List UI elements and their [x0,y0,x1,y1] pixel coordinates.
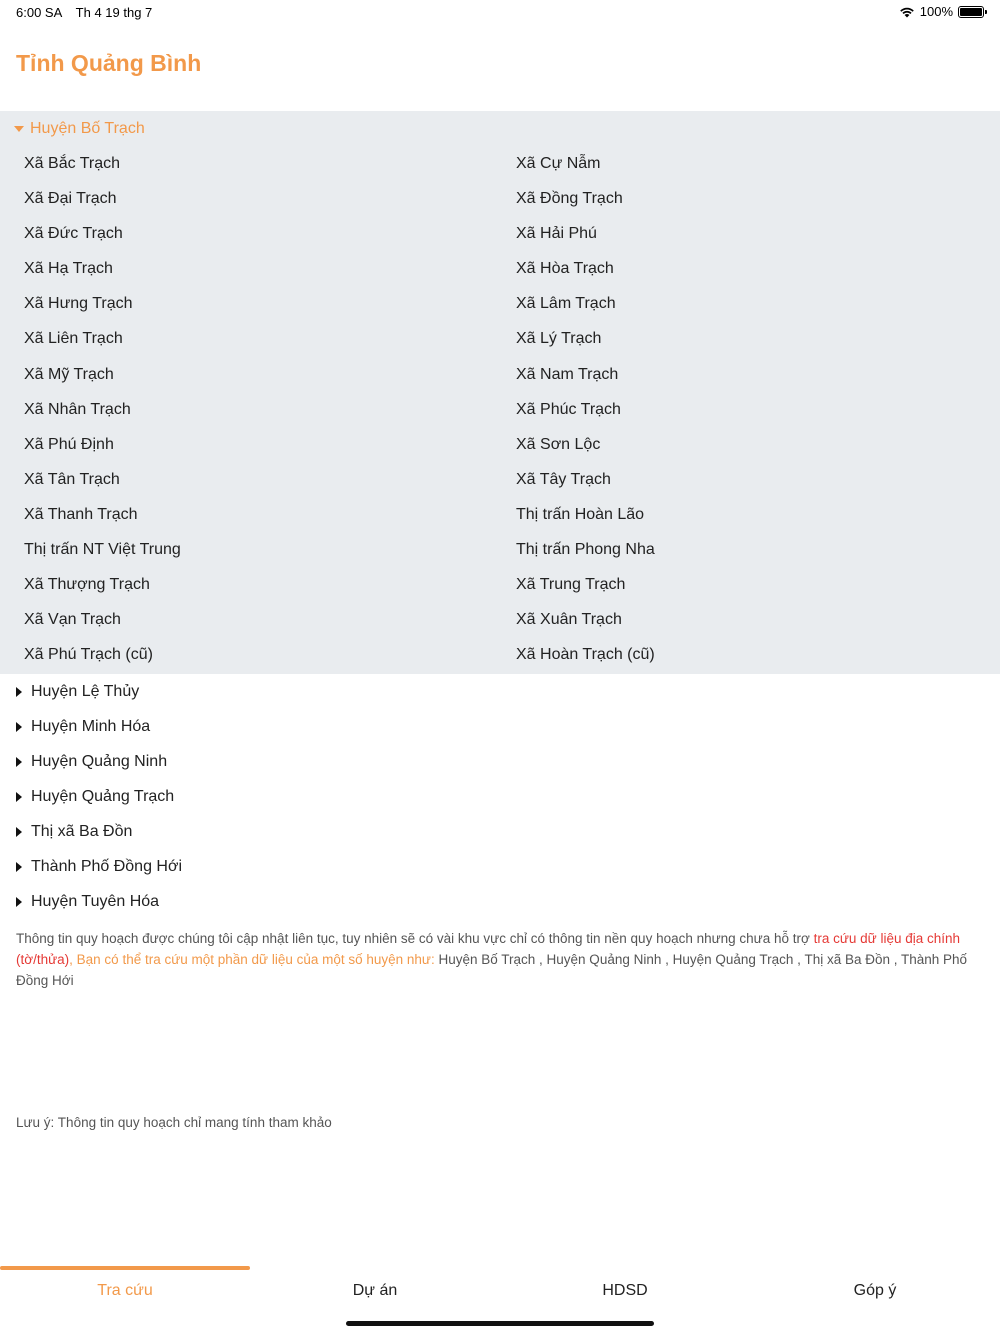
caret-right-icon [16,827,22,837]
commune-item[interactable]: Xã Hòa Trạch [516,260,614,278]
commune-item[interactable]: Xã Bắc Trạch [24,155,121,172]
caret-right-icon [16,792,22,802]
commune-item[interactable]: Xã Phú Trạch (cũ) [24,646,153,664]
tab-feedback[interactable]: Góp ý [853,1282,897,1299]
commune-item[interactable]: Xã Đồng Trạch [516,190,623,208]
district-header-collapsed[interactable] [0,744,1000,779]
info-text-part1: Thông tin quy hoạch được chúng tôi cập nhật liên tục, tuy nhiên sẽ có vài khu vực chỉ có thông tin nền quy hoạch nhưng chưa hỗ trợ [16,931,814,946]
commune-item[interactable]: Thị trấn NT Việt Trung [24,541,181,559]
commune-item[interactable]: Xã Thanh Trạch [24,505,138,523]
info-text-cadastral-link: tra cứu dữ liệu địa chính (tờ/thửa) [16,931,961,967]
expanded-district-panel [0,111,1000,674]
page-title: Tỉnh Quảng Bình [16,50,202,76]
district-header-collapsed[interactable] [0,884,1000,919]
caret-right-icon [16,757,22,767]
commune-item[interactable]: Xã Nam Trạch [516,365,619,383]
district-name: Huyện Lệ Thủy [31,682,140,700]
status-date: Th 4 19 thg 7 [75,5,153,20]
wifi-icon [899,6,915,18]
district-list [0,674,1000,919]
district-name: Huyện Quảng Ninh [31,752,168,770]
commune-item[interactable]: Xã Đại Trạch [24,190,117,208]
home-indicator [346,1321,654,1326]
commune-item[interactable]: Xã Đức Trạch [24,225,123,243]
district-header-collapsed[interactable] [0,709,1000,744]
commune-item[interactable]: Xã Sơn Lộc [516,435,601,453]
caret-down-icon [14,126,24,132]
commune-item[interactable]: Xã Tân Trạch [24,470,120,488]
commune-item[interactable]: Xã Mỹ Trạch [24,365,114,383]
info-text-district-list: Huyện Bố Trạch , Huyện Quảng Ninh , Huyện Quảng Trạch , Thị xã Ba Đồn , Thành Phố Đồng Hới [16,952,968,988]
commune-grid [0,146,1000,672]
commune-item[interactable]: Xã Nhân Trạch [24,400,131,418]
district-header-collapsed[interactable] [0,674,1000,709]
district-header-expanded[interactable] [0,111,1000,146]
status-left [16,5,162,20]
commune-item[interactable]: Xã Tây Trạch [516,470,611,488]
district-name: Huyện Minh Hóa [31,717,151,735]
commune-item[interactable]: Xã Trung Trạch [516,576,626,594]
district-name: Huyện Tuyên Hóa [31,892,160,910]
status-right [899,4,984,19]
commune-item[interactable]: Xã Hải Phú [516,225,597,243]
commune-item[interactable]: Thị trấn Hoàn Lão [516,505,645,523]
commune-item[interactable]: Xã Vạn Trạch [24,611,121,629]
district-header-collapsed[interactable] [0,849,1000,884]
tab-projects[interactable]: Dự án [352,1282,398,1299]
tab-lookup[interactable]: Tra cứu [0,1266,250,1316]
info-text [16,928,976,991]
note-text: Lưu ý: Thông tin quy hoạch chỉ mang tính tham khảo [16,1115,332,1130]
commune-item[interactable]: Xã Lâm Trạch [516,295,616,313]
caret-right-icon [16,722,22,732]
commune-item[interactable]: Xã Xuân Trạch [516,611,622,629]
commune-item[interactable]: Xã Liên Trạch [24,330,123,348]
tab-guide[interactable]: HDSD [602,1282,648,1299]
district-name: Huyện Bố Trạch [30,119,145,137]
district-name: Thị xã Ba Đồn [31,822,133,840]
tab-bar [0,1266,1000,1316]
caret-right-icon [16,897,22,907]
battery-icon [958,6,984,18]
district-header-collapsed[interactable] [0,814,1000,849]
district-header-collapsed[interactable] [0,779,1000,814]
commune-item[interactable]: Xã Thượng Trạch [24,576,150,594]
battery-percent: 100% [919,4,953,19]
commune-item[interactable]: Xã Phúc Trạch [516,400,621,418]
commune-item[interactable]: Xã Hạ Trạch [24,260,113,278]
district-name: Huyện Quảng Trạch [31,787,175,805]
info-text-part3: , Bạn có thể tra cứu một phần dữ liệu của một số huyện như: [69,952,435,967]
commune-item[interactable]: Xã Cự Nẫm [516,155,601,172]
commune-item[interactable]: Xã Phú Định [24,435,114,453]
commune-item[interactable]: Xã Lý Trạch [516,330,602,348]
caret-right-icon [16,862,22,872]
commune-item[interactable]: Xã Hưng Trạch [24,295,133,313]
district-name: Thành Phố Đồng Hới [31,857,183,875]
status-bar [0,0,1000,24]
commune-item[interactable]: Thị trấn Phong Nha [516,541,655,559]
caret-right-icon [16,687,22,697]
commune-item[interactable]: Xã Hoàn Trạch (cũ) [516,646,655,664]
status-time: 6:00 SA [16,5,63,20]
